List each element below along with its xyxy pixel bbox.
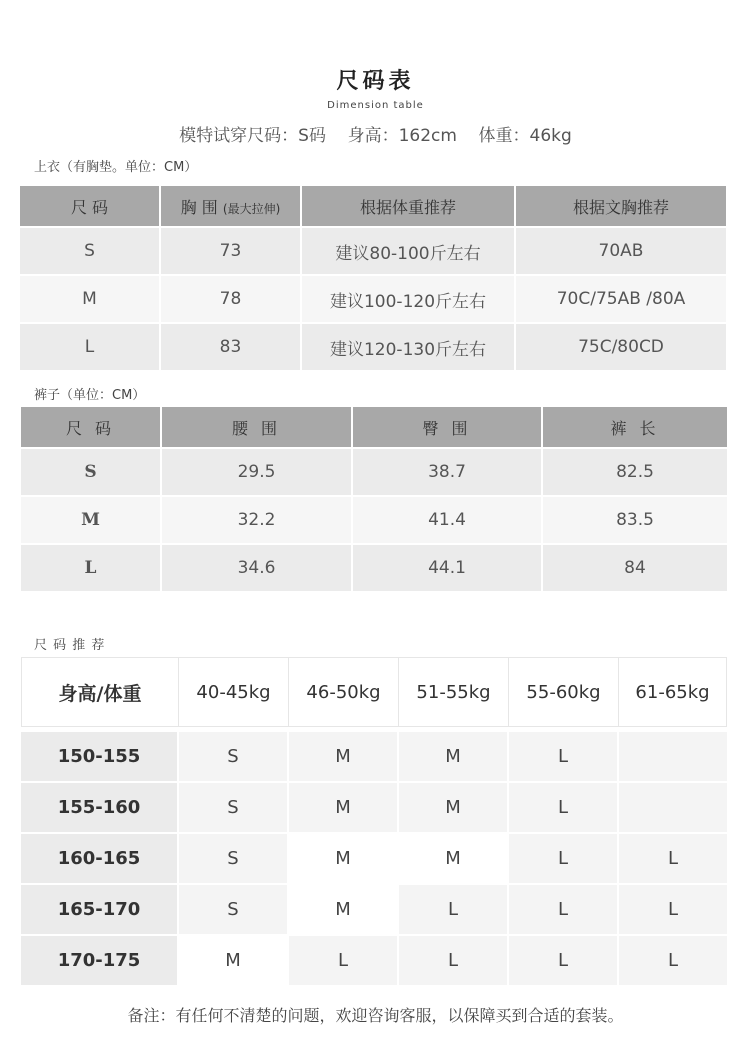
waist-cell: 29.5 <box>162 449 353 497</box>
header-hip: 臀 围 <box>353 407 543 449</box>
height-cell: 155-160 <box>21 783 179 834</box>
bra-cell: 70AB <box>516 228 726 276</box>
pants-section-label: 裤子（单位：CM） <box>34 388 146 403</box>
size-cell: M <box>179 936 289 987</box>
size-cell: S <box>179 885 289 936</box>
table-row <box>21 936 727 987</box>
table-header-row <box>20 186 726 228</box>
height-cell: 170-175 <box>21 936 179 987</box>
size-cell: L <box>399 885 509 936</box>
height-cell: 165-170 <box>21 885 179 936</box>
recommend-section-label: 尺 码 推 荐 <box>34 638 106 653</box>
size-cell: M <box>399 783 509 834</box>
page-subtitle: Dimension table <box>327 100 424 111</box>
table-header-row <box>21 657 727 727</box>
length-cell: 84 <box>543 545 727 593</box>
size-cell: L <box>509 783 619 834</box>
waist-cell: 34.6 <box>162 545 353 593</box>
size-cell: L <box>399 936 509 987</box>
height-cell: 150-155 <box>21 732 179 783</box>
size-cell: L <box>619 834 727 885</box>
size-cell: L <box>20 324 161 372</box>
table-row <box>21 545 727 593</box>
chest-cell: 78 <box>161 276 302 324</box>
size-cell: L <box>289 936 399 987</box>
header-weight-range: 46-50kg <box>289 657 399 727</box>
recommend-table <box>21 657 727 987</box>
header-weight-range: 40-45kg <box>179 657 289 727</box>
size-cell: L <box>509 885 619 936</box>
size-cell <box>619 783 727 834</box>
header-weight-range: 55-60kg <box>509 657 619 727</box>
table-row <box>20 276 726 324</box>
waist-cell: 32.2 <box>162 497 353 545</box>
size-cell: M <box>399 732 509 783</box>
hip-cell: 38.7 <box>353 449 543 497</box>
size-cell: L <box>509 834 619 885</box>
table-row <box>20 324 726 372</box>
bra-cell: 70C/75AB /80A <box>516 276 726 324</box>
table-row <box>21 497 727 545</box>
size-cell: M <box>399 834 509 885</box>
table-row <box>21 834 727 885</box>
height-cell: 160-165 <box>21 834 179 885</box>
top-size-table <box>20 186 726 372</box>
hip-cell: 41.4 <box>353 497 543 545</box>
weight-cell: 建议120-130斤左右 <box>302 324 516 372</box>
size-cell: M <box>20 276 161 324</box>
model-info: 模特试穿尺码：S码 身高：162cm 体重：46kg <box>179 126 572 146</box>
size-cell: M <box>289 885 399 936</box>
header-length: 裤 长 <box>543 407 727 449</box>
table-header-row <box>21 407 727 449</box>
header-chest-note: (最大拉伸) <box>222 201 281 216</box>
header-chest <box>161 186 302 228</box>
header-waist: 腰 围 <box>162 407 353 449</box>
header-weight-range: 61-65kg <box>619 657 727 727</box>
weight-cell: 建议100-120斤左右 <box>302 276 516 324</box>
size-cell: L <box>509 936 619 987</box>
size-cell: L <box>619 885 727 936</box>
header-size: 尺 码 <box>20 186 161 228</box>
size-cell: M <box>21 497 162 545</box>
length-cell: 82.5 <box>543 449 727 497</box>
length-cell: 83.5 <box>543 497 727 545</box>
footer-note: 备注：有任何不清楚的问题，欢迎咨询客服，以保障买到合适的套装。 <box>127 1006 624 1025</box>
size-cell <box>619 732 727 783</box>
hip-cell: 44.1 <box>353 545 543 593</box>
chest-cell: 83 <box>161 324 302 372</box>
header-weight-recommend: 根据体重推荐 <box>302 186 516 228</box>
pants-size-table <box>21 407 727 593</box>
header-height-weight: 身高/体重 <box>21 657 179 727</box>
header-weight-range: 51-55kg <box>399 657 509 727</box>
header-chest-label: 胸 围 <box>180 197 218 217</box>
table-row <box>21 885 727 936</box>
size-cell: M <box>289 732 399 783</box>
header-bra-recommend: 根据文胸推荐 <box>516 186 726 228</box>
bra-cell: 75C/80CD <box>516 324 726 372</box>
size-cell: L <box>619 936 727 987</box>
size-cell: S <box>179 732 289 783</box>
table-row <box>20 228 726 276</box>
table-row <box>21 783 727 834</box>
page-title: 尺码表 <box>336 68 415 94</box>
size-cell: L <box>21 545 162 593</box>
size-cell: S <box>21 449 162 497</box>
size-cell: M <box>289 834 399 885</box>
size-cell: M <box>289 783 399 834</box>
size-cell: S <box>20 228 161 276</box>
weight-cell: 建议80-100斤左右 <box>302 228 516 276</box>
size-cell: S <box>179 834 289 885</box>
table-row <box>21 732 727 783</box>
chest-cell: 73 <box>161 228 302 276</box>
top-section-label: 上衣（有胸垫。单位：CM） <box>34 160 198 175</box>
size-cell: S <box>179 783 289 834</box>
table-row <box>21 449 727 497</box>
size-cell: L <box>509 732 619 783</box>
header-size: 尺 码 <box>21 407 162 449</box>
